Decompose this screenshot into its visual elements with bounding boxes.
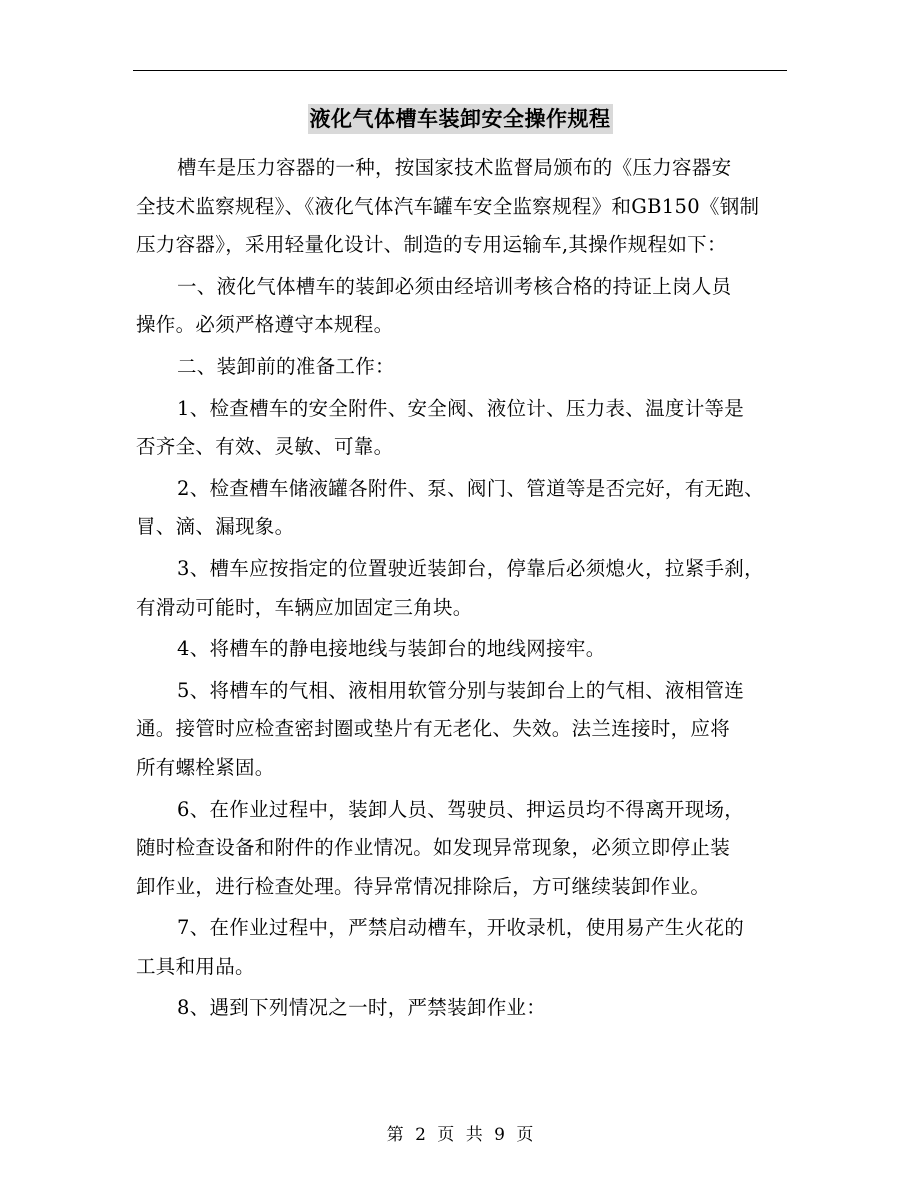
paragraph-line: 7、在作业过程中，严禁启动槽车，开收录机，使用易产生火花的: [177, 916, 745, 940]
paragraph-line: 卸作业，进行检查处理。待异常情况排除后，方可继续装卸作业。: [136, 874, 711, 898]
page-footer: [0, 1123, 920, 1147]
paragraph: [136, 909, 796, 986]
title-container: [0, 104, 920, 134]
footer-page-current: 2: [415, 1125, 426, 1145]
footer-prefix: 第: [386, 1125, 404, 1145]
paragraph-line: 5、将槽车的气相、液相用软管分别与装卸台上的气相、液相管连: [177, 678, 745, 702]
paragraph: [136, 149, 796, 265]
paragraph-line: 全技术监察规程》、《液化气体汽车罐车安全监察规程》和GB150《钢制: [136, 194, 760, 218]
paragraph-line: 操作。必须严格遵守本规程。: [136, 313, 394, 337]
footer-page-label: 页: [437, 1125, 455, 1145]
paragraph-line: 通。接管时应检查密封圈或垫片有无老化、失效。法兰连接时，应将: [136, 717, 731, 741]
paragraph-line: 否齐全、有效、灵敏、可靠。: [136, 435, 394, 459]
paragraph-line: 1、检查槽车的安全附件、安全阀、液位计、压力表、温度计等是: [177, 396, 745, 420]
paragraph-line: 3、槽车应按指定的位置驶近装卸台，停靠后必须熄火，拉紧手刹，: [177, 556, 764, 580]
paragraph-line: 工具和用品。: [136, 954, 255, 978]
footer-total-label: 共: [465, 1125, 483, 1145]
paragraph: [136, 470, 796, 547]
paragraph: [136, 268, 796, 345]
paragraph-line: 二、装卸前的准备工作：: [177, 354, 395, 378]
paragraph-line: 2、检查槽车储液罐各附件、泵、阀门、管道等是否完好，有无跑、: [177, 476, 764, 500]
header-rule: [133, 70, 787, 71]
paragraph: [136, 348, 796, 387]
paragraph-line: 一、液化气体槽车的装卸必须由经培训考核合格的持证上岗人员: [177, 274, 732, 298]
paragraph: [136, 989, 796, 1028]
document-body: [136, 149, 796, 1028]
footer-suffix: 页: [516, 1125, 534, 1145]
paragraph: [136, 672, 796, 788]
paragraph: [136, 390, 796, 467]
paragraph-line: 6、在作业过程中，装卸人员、驾驶员、押运员均不得离开现场，: [177, 797, 745, 821]
document-title: 液化气体槽车装卸安全操作规程: [308, 104, 613, 134]
paragraph-line: 槽车是压力容器的一种，按国家技术监督局颁布的《压力容器安: [177, 156, 732, 179]
paragraph-line: 8、遇到下列情况之一时，严禁装卸作业：: [177, 996, 547, 1020]
paragraph-line: 随时检查设备和附件的作业情况。如发现异常现象，必须立即停止装: [136, 836, 731, 860]
paragraph: [136, 630, 796, 669]
paragraph-line: 有滑动可能时，车辆应加固定三角块。: [136, 595, 473, 619]
paragraph-line: 所有螺栓紧固。: [136, 755, 275, 779]
paragraph: [136, 550, 796, 627]
paragraph-line: 冒、滴、漏现象。: [136, 515, 295, 539]
paragraph-line: 压力容器》，采用轻量化设计、制造的专用运输车,其操作规程如下：: [136, 233, 727, 257]
footer-page-total: 9: [494, 1125, 505, 1145]
paragraph: [136, 791, 796, 907]
paragraph-line: 4、将槽车的静电接地线与装卸台的地线网接牢。: [177, 637, 606, 661]
